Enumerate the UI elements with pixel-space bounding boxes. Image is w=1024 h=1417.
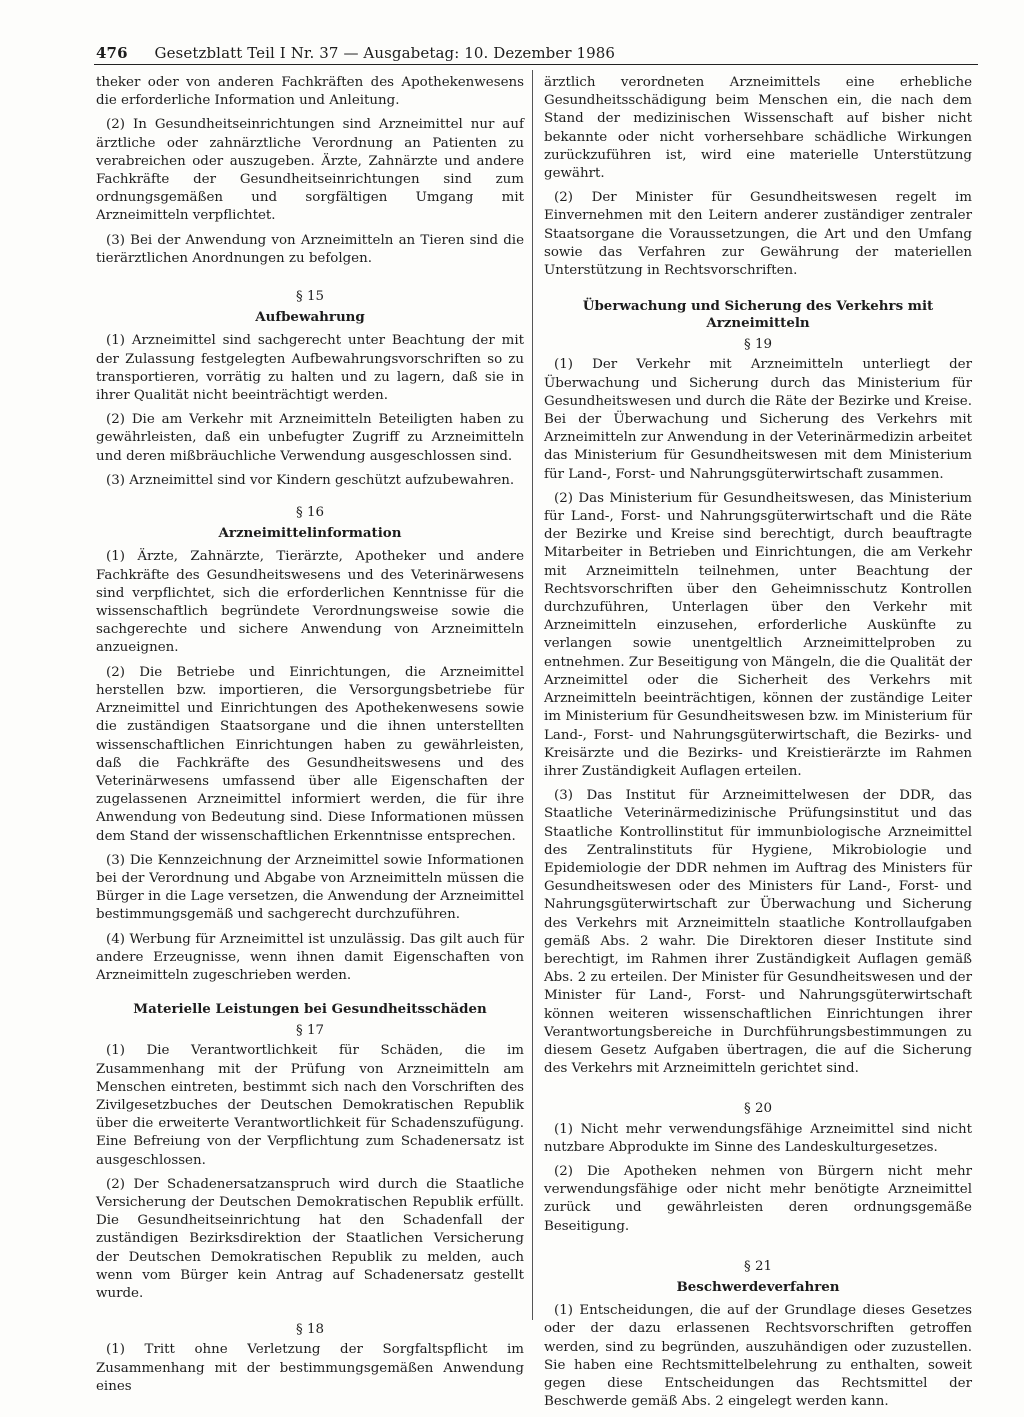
paragraph: (4) Werbung für Arzneimittel ist unzulässig. Das gilt auch für andere Erzeugnisse, wenn ihnen damit Eigenschaften von Arzneimitteln zugeschrieben werden.	[96, 931, 524, 983]
paragraph: (3) Das Institut für Arzneimittelwesen der DDR, das Staatliche Veterinärmedizinische Prüfungsinstitut und das Staatliche Kontrollinstitut für immunbiologische Arzneimittel des Zentralinstituts für Hygiene, Mikrobiologie und Epidemiologie der DDR nehmen im Auftrag des Ministers für Gesundheitswesen oder des Ministers für Land-, Forst- und Nahrungsgüterwirtschaft zur Überwachung und Sicherung des Verkehrs mit Arzneimitteln staatliche Kontrollaufgaben gemäß Abs. 2 wahr. Die Direktoren dieser Institute sind berechtigt, im Rahmen ihrer Zuständigkeit Auflagen gemäß Abs. 2 zu erteilen. Der Minister für Gesundheitswesen und der Minister für Land-, Forst- und Nahrungsgüterwirtschaft können weiteren wissenschaftlichen Einrichtungen ihrer Verantwortungsbereiche in Durchführungsbestimmungen zu diesem Gesetz Aufgaben übertragen, die auf die Sicherung des Verkehrs mit Arzneimitteln gerichtet sind.	[544, 788, 972, 1077]
paragraph: (1) Entscheidungen, die auf der Grundlage dieses Gesetzes oder der dazu erlassenen Rechtsvorschriften getroffen werden, sind zu begründen, auszuhändigen oder zuzustellen. Sie haben eine Rechtsmittelbelehrung zu enthalten, soweit gegen diese Entscheidungen das Rechtsmittel der Beschwerde gemäß Abs. 2 eingelegt werden kann.	[544, 1303, 972, 1410]
paragraph: (2) Das Ministerium für Gesundheitswesen, das Ministerium für Land-, Forst- und Nahrungsgüterwirtschaft und die Räte der Bezirke und Kreise sind berechtigt, durch beauftragte Mitarbeiter in Betrieben und Einrichtungen, die am Verkehr mit Arzneimitteln teilnehmen, unter Beachtung der Rechtsvorschriften über den Geheimnisschutz Kontrollen durchzuführen, Unterlagen über den Verkehr mit Arzneimitteln einzusehen, erforderliche Auskünfte zu verlangen sowie unentgeltlich Arzneimittelproben zu entnehmen. Zur Beseitigung von Mängeln, die die Qualität der Arzneimittel oder die Sicherheit des Verkehrs mit Arzneimitteln beeinträchtigen, können der zuständige Leiter im Ministerium für Gesundheitswesen bzw. im Ministerium für Land-, Forst- und Nahrungsgüterwirtschaft, die Bezirks- und Kreisärzte und die Bezirks- und Kreistierärzte im Rahmen ihrer Zuständigkeit Auflagen erteilen.	[544, 490, 972, 779]
paragraph: (1) Die Verantwortlichkeit für Schäden, die im Zusammenhang mit der Prüfung von Arzneimitteln am Menschen eintreten, bestimmt sich nach den Vorschriften des Zivilgesetzbuches der Deutschen Demokratischen Republik über die erweiterte Verantwortlichkeit für Schadenszufügung. Eine Befreiung von der Verpflichtung zum Schadenersatz ist ausgeschlossen.	[96, 1043, 524, 1168]
section-heading-monitoring: Überwachung und Sicherung des Verkehrs mit Arzneimitteln	[582, 298, 934, 332]
section-heading-material: Materielle Leistungen bei Gesundheitsschäden	[133, 1001, 487, 1018]
section-21-title: Beschwerdeverfahren	[676, 1278, 840, 1295]
paragraph: (2) Die am Verkehr mit Arzneimitteln Beteiligten haben zu gewährleisten, daß ein unbefugter Zugriff zu Arzneimitteln und deren mißbräuchliche Verwendung ausgeschlossen sind.	[96, 412, 524, 464]
section-18-number: § 18	[296, 1322, 324, 1338]
paragraph: (2) Die Betriebe und Einrichtungen, die Arzneimittel herstellen bzw. importieren, die Versorgungsbetriebe für Arzneimittel und Einrichtungen des Apothekenwesens sowie die zuständigen Staatsorgane und die ihnen unterstellten wissenschaftlichen Einrichtungen haben zu gewährleisten, daß die Fachkräfte des Gesundheitswesens und des Veterinärwesens umfassend über alle Eigenschaften der zugelassenen Arzneimittel informiert werden, die für ihre Anwendung von Bedeutung sind. Diese Informationen müssen dem Stand der wissenschaftlichen Erkenntnisse entsprechen.	[96, 664, 524, 844]
section-21-number: § 21	[744, 1258, 772, 1274]
section-16-title: Arzneimittelinformation	[218, 525, 402, 542]
page-number: 476	[96, 44, 128, 62]
paragraph: ärztlich verordneten Arzneimittels eine erhebliche Gesundheitsschädigung beim Menschen ein, die nach dem Stand der medizinischen Wissenschaft auf bisher nicht bekannte oder nicht vorhersehbare schädliche Wirkungen zurückzuführen ist, wird eine materielle Unterstützung gewährt.	[544, 75, 972, 182]
paragraph: (1) Ärzte, Zahnärzte, Tierärzte, Apotheker und andere Fachkräfte des Gesundheitswesens und des Veterinärwesens sind verpflichtet, sich die erforderlichen Kenntnisse für die wissenschaftlich begründete Verordnungsweise sowie die sachgerechte und sichere Anwendung von Arzneimitteln anzueignen.	[96, 549, 524, 656]
paragraph: (1) Arzneimittel sind sachgerecht unter Beachtung der mit der Zulassung festgelegten Aufbewahrungsvorschriften so zu transportieren, vorrätig zu halten und zu lagern, daß sie in ihrer Qualität nicht beeinträchtigt werden.	[96, 333, 524, 404]
section-17-number: § 17	[296, 1023, 324, 1039]
paragraph: (3) Bei der Anwendung von Arzneimitteln an Tieren sind die tierärztlichen Anordnungen zu befolgen.	[96, 232, 524, 266]
column-divider	[532, 70, 533, 1320]
paragraph: (2) In Gesundheitseinrichtungen sind Arzneimittel nur auf ärztliche oder zahnärztliche Verordnung an Patienten zu verabreichen oder auszugeben. Ärzte, Zahnärzte und andere Fachkräfte der Gesundheitseinrichtungen sind zum ordnungsgemäßen und sorgfältigen Umgang mit Arzneimitteln verpflichtet.	[96, 117, 524, 224]
page-header	[96, 44, 616, 62]
paragraph: (1) Tritt ohne Verletzung der Sorgfaltspflicht im Zusammenhang mit der bestimmungsgemäßen Anwendung eines	[96, 1342, 524, 1394]
paragraph: (3) Arzneimittel sind vor Kindern geschützt aufzubewahren.	[106, 472, 515, 488]
section-19-number: § 19	[744, 337, 772, 353]
paragraph: (3) Die Kennzeichnung der Arzneimittel sowie Informationen bei der Verordnung und Abgabe von Arzneimitteln müssen die Bürger in die Lage versetzen, die Anwendung der Arzneimittel bestimmungsgemäß und sachgerecht durchzuführen.	[96, 852, 524, 923]
right-column	[544, 74, 972, 1417]
header-rule	[94, 64, 978, 65]
section-15-title: Aufbewahrung	[255, 309, 365, 326]
section-16-number: § 16	[296, 505, 324, 521]
left-column	[96, 74, 524, 1402]
paragraph: (2) Der Minister für Gesundheitswesen regelt im Einvernehmen mit den Leitern anderer zuständiger zentraler Staatsorgane die Voraussetzungen, die Art und den Umfang sowie das Verfahren zur Gewährung der materiellen Unterstützung in Rechtsvorschriften.	[544, 190, 972, 279]
paragraph: (1) Nicht mehr verwendungsfähige Arzneimittel sind nicht nutzbare Abprodukte im Sinne des Landeskulturgesetzes.	[544, 1121, 972, 1155]
paragraph: (2) Der Schadenersatzanspruch wird durch die Staatliche Versicherung der Deutschen Demokratischen Republik erfüllt. Die Gesundheitseinrichtung hat den Schadenfall der zuständigen Bezirksdirektion der Staatlichen Versicherung der Deutschen Demokratischen Republik zu melden, auch wenn vom Bürger kein Antrag auf Schadenersatz gestellt wurde.	[96, 1176, 524, 1301]
gazette-title: Gesetzblatt Teil I Nr. 37 — Ausgabetag: 10. Dezember 1986	[154, 44, 616, 62]
section-15-number: § 15	[296, 289, 324, 305]
paragraph: (2) Die Apotheken nehmen von Bürgern nicht mehr verwendungsfähige oder nicht mehr benötigte Arzneimittel zurück und gewährleisten deren ordnungsgemäße Beseitigung.	[544, 1163, 972, 1234]
section-20-number: § 20	[744, 1101, 772, 1117]
paragraph: (1) Der Verkehr mit Arzneimitteln unterliegt der Überwachung und Sicherung durch das Ministerium für Gesundheitswesen und durch die Räte der Bezirke und Kreise. Bei der Überwachung und Sicherung des Verkehrs mit Arzneimitteln zur Anwendung in der Veterinärmedizin arbeitet das Ministerium für Gesundheitswesen mit dem Ministerium für Land-, Forst- und Nahrungsgüterwirtschaft zusammen.	[544, 357, 972, 482]
paragraph: theker oder von anderen Fachkräften des Apothekenwesens die erforderliche Information und Anleitung.	[96, 75, 524, 109]
